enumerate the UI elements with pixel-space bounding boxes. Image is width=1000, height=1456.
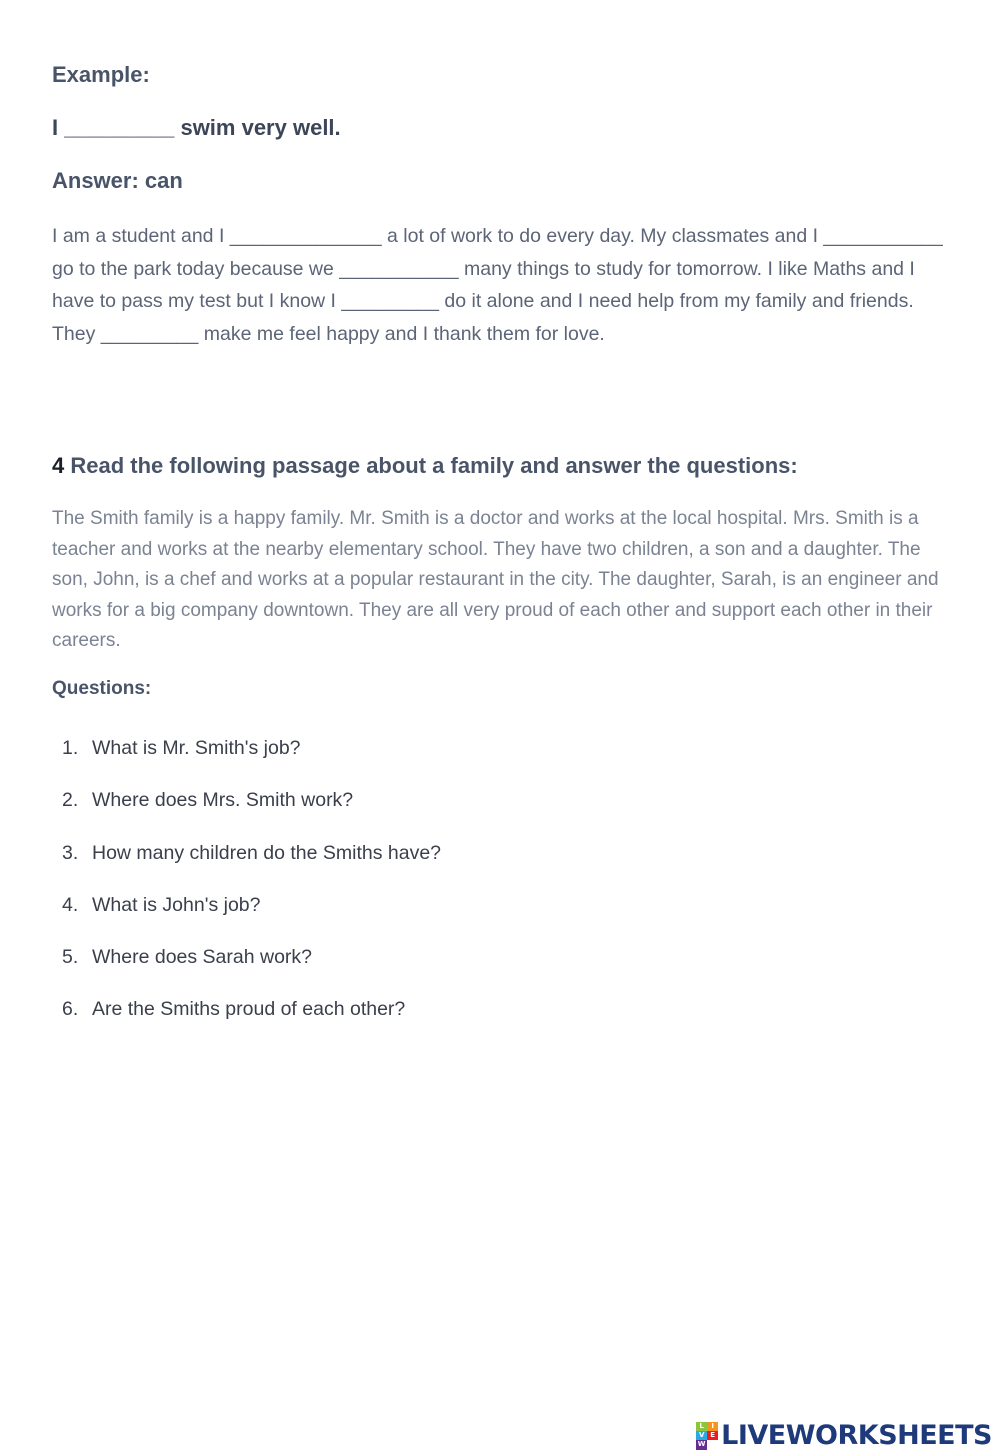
question-number: 4. [62, 893, 79, 916]
question-number: 6. [62, 998, 79, 1021]
question-item [52, 789, 441, 841]
gap-fill-paragraph: I am a student and I ______________ a lot of work to do every day. My classmates and I ___________ go to the park today because we ___________ many things to study for tomorrow. I like Maths and I have to pass my test but I know I _________ do it alone and I need help from my family and friends. They _________ make me feel happy and I thank them for love. [52, 225, 943, 345]
logo-mark-cell [707, 1440, 718, 1450]
question-number: 5. [62, 946, 79, 969]
question-item [52, 946, 441, 998]
example-sentence: I _________ swim very well. [52, 115, 341, 140]
question-text: Are the Smiths proud of each other? [92, 998, 406, 1021]
section-4-heading [52, 453, 798, 479]
logo-mark-cell: E [707, 1431, 718, 1440]
example-answer: Answer: can [52, 168, 183, 193]
section-number: 4 [52, 453, 65, 478]
logo-mark-cell: V [696, 1431, 707, 1440]
question-item [52, 998, 441, 1050]
question-text: What is Mr. Smith's job? [92, 737, 301, 759]
question-text: Where does Mrs. Smith work? [92, 789, 354, 812]
question-text: How many children do the Smiths have? [92, 841, 442, 864]
logo-mark-icon [696, 1422, 718, 1450]
question-number: 2. [62, 789, 79, 812]
logo-mark-cell: I [707, 1422, 718, 1431]
example-title: Example: [52, 62, 150, 87]
question-number: 1. [62, 737, 79, 759]
question-item [52, 894, 441, 946]
logo-mark-cell: L [696, 1422, 707, 1431]
questions-list [52, 737, 441, 1051]
question-item [52, 842, 441, 894]
question-number: 3. [62, 841, 79, 864]
question-text: Where does Sarah work? [92, 946, 313, 969]
question-item [52, 737, 441, 789]
question-text: What is John's job? [92, 893, 261, 916]
logo-text: LIVEWORKSHEETS [721, 1420, 992, 1451]
questions-label: Questions: [52, 678, 152, 699]
section-heading-text: Read the following passage about a family and answer the questions: [64, 453, 798, 478]
logo-mark-cell: W [697, 1440, 706, 1448]
liveworksheets-logo [696, 1418, 992, 1454]
reading-passage: The Smith family is a happy family. Mr. Smith is a doctor and works at the local hospital. Mrs. Smith is a teacher and works at the nearby elementary school. They have two children, a son and a daughter. The son, John, is a chef and works at a popular restaurant in the city. The daughter, Sarah, is an engineer and works for a big company downtown. They are all very proud of each other and support each other in their careers. [52, 508, 939, 651]
